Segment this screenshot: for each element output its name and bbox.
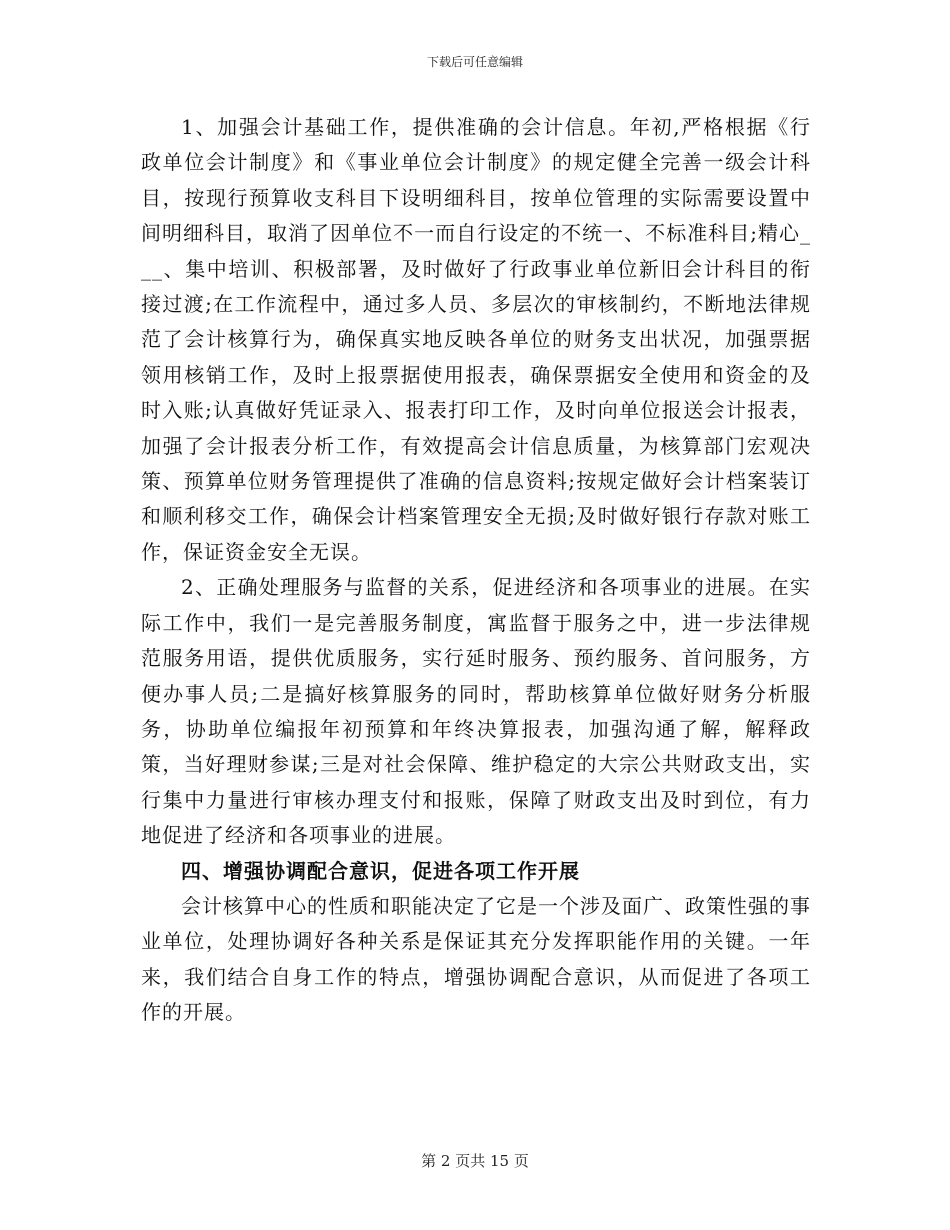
paragraph-service-supervision: 2、正确处理服务与监督的关系，促进经济和各项事业的进展。在实际工作中，我们一是完善服务制度，寓监督于服务之中，进一步法律规范服务用语，提供优质服务，实行延时服务、预约服务、首问服务，方便办事人员;二是搞好核算服务的同时，帮助核算单位做好财务分析服务，协助单位编报年初预算和年终决算报表，加强沟通了解，解释政策，当好理财参谋;三是对社会保障、维护稳定的大宗公共财政支出，实行集中力量进行审核办理支付和报账，保障了财政支出及时到位，有力地促进了经济和各项事业的进展。 [141, 575, 811, 848]
document-body [141, 110, 811, 1031]
page-header: 下载后可任意编辑 [426, 55, 523, 69]
paragraph-coordination: 会计核算中心的性质和职能决定了它是一个涉及面广、政策性强的事业单位，处理协调好各种关系是保证其充分发挥职能作用的关键。一年来，我们结合自身工作的特点，增强协调配合意识，从而促进了各项工作的开展。 [141, 893, 811, 1025]
page-footer: 第 2 页共 15 页 [421, 1152, 529, 1170]
section-heading-coordination: 四、增强协调配合意识，促进各项工作开展 [181, 858, 580, 883]
paragraph-accounting-basics: 1、加强会计基础工作，提供准确的会计信息。年初,严格根据《行政单位会计制度》和《事业单位会计制度》的规定健全完善一级会计科目，按现行预算收支科目下设明细科目，按单位管理的实际需要设置中间明细科目，取消了因单位不一而自行设定的不统一、不标准科目;精心___、集中培训、积极部署，及时做好了行政事业单位新旧会计科目的衔接过渡;在工作流程中，通过多人员、多层次的审核制约，不断地法律规范了会计核算行为，确保真实地反映各单位的财务支出状况，加强票据领用核销工作，及时上报票据使用报表，确保票据安全使用和资金的及时入账;认真做好凭证录入、报表打印工作，及时向单位报送会计报表，加强了会计报表分析工作，有效提高会计信息质量，为核算部门宏观决策、预算单位财务管理提供了准确的信息资料;按规定做好会计档案装订和顺利移交工作，确保会计档案管理安全无损;及时做好银行存款对账工作，保证资金安全无误。 [141, 115, 811, 564]
